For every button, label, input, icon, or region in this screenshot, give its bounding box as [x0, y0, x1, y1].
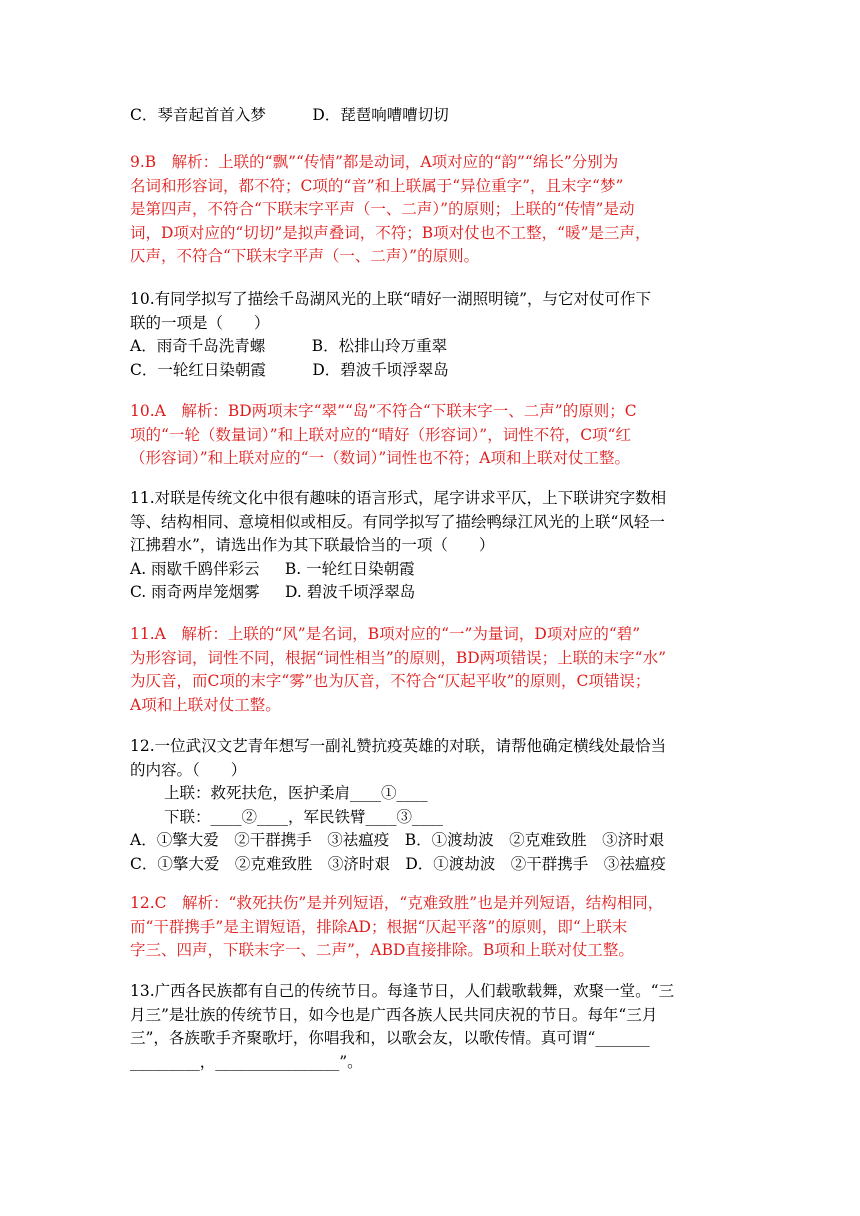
question-line: 月三”是壮族的传统节日，如今也是广西各族人民共同庆祝的节日。每年“三月 [130, 1005, 658, 1024]
answer-line: 12.C 解析：“救死扶伤”是并列短语，“克难致胜”也是并列短语，结构相同， [130, 894, 664, 912]
option-line: C．一轮红日染朝霞 D．碧波千顷浮翠岛 [130, 360, 449, 379]
answer-line: 10.A 解析：BD两项末字“翠”“岛”不符合“下联末字一、二声”的原则；C [130, 402, 637, 420]
answer-line: A项和上联对仗工整。 [130, 695, 281, 714]
couplet-line: 上联：救死扶危，医护柔肩____①____ [164, 784, 428, 802]
option-line: C．琴音起首首入梦 D．琵琶响嘈嘈切切 [130, 106, 449, 124]
question-line: 10.有同学拟写了描绘千岛湖风光的上联“晴好一湖照明镜”，与它对仗可作下 [130, 290, 652, 308]
option-line: C. 雨奇两岸笼烟雾 D. 碧波千顷浮翠岛 [130, 583, 416, 601]
answer-11 [130, 623, 730, 717]
question-line: 等、结构相同、意境相似或相反。有同学拟写了描绘鸭绿江风光的上联“风轻一 [130, 512, 665, 531]
answer-line: 9.B 解析：上联的“飘”“传情”都是动词，A项对应的“韵”“绵长”分别为 [130, 153, 619, 171]
answer-12 [130, 892, 730, 963]
question-line: 13.广西各民族都有自己的传统节日。每逢节日，人们载歌载舞，欢聚一堂。“三 [130, 982, 675, 1000]
question-line: 11.对联是传统文化中很有趣味的语言形式，尾字讲求平仄，上下联讲究字数相 [130, 489, 667, 507]
question-line: 的内容。（ ） [130, 760, 247, 779]
answer-10 [130, 400, 730, 471]
question-13 [130, 980, 730, 1074]
question-line: 联的一项是（ ） [130, 313, 270, 332]
question-line: 12.一位武汉文艺青年想写一副礼赞抗疫英雄的对联，请帮他确定横线处最恰当 [130, 737, 667, 755]
option-line: A．①擎大爱 ②干群携手 ③祛瘟疫 B．①渡劫波 ②克难致胜 ③济时艰 [130, 831, 665, 849]
answer-line: 为形容词，词性不同，根据“词性相当”的原则，BD两项错误；上联的末字“水” [130, 648, 667, 667]
answer-line: （形容词）”和上联对应的“一（数词）”词性也不符；A项和上联对仗工整。 [130, 449, 630, 467]
question-line: 江拂碧水”，请选出作为其下联最恰当的一项（ ） [130, 536, 495, 554]
question-11 [130, 487, 730, 605]
answer-line: 为仄音，而C项的末字“雾”也为仄音，不符合“仄起平收”的原则，C项错误； [130, 672, 651, 690]
question-line: 三”，各族歌手齐聚歌圩，你唱我和，以歌会友，以歌传情。真可谓“_______ [130, 1029, 650, 1047]
answer-9 [130, 151, 730, 269]
option-line: A．雨奇千岛洗青螺 B．松排山玲万重翠 [130, 337, 448, 355]
option-line: A. 雨歇千鸥伴彩云 B. 一轮红日染朝霞 [130, 559, 415, 578]
answer-line: 名词和形容词，都不符；C项的“音”和上联属于“异位重字”，且末字“梦” [130, 176, 624, 195]
q9-options-cd [130, 104, 730, 128]
answer-line: 项的“一轮（数量词）”和上联对应的“晴好（形容词）”，词性不符，C项“红 [130, 425, 631, 444]
question-10 [130, 288, 730, 382]
option-line: C．①擎大爱 ②克难致胜 ③济时艰 D．①渡劫波 ②干群携手 ③祛瘟疫 [130, 854, 666, 873]
answer-line: 而“干群携手”是主谓短语，排除AD；根据“仄起平落”的原则，即“上联末 [130, 917, 628, 936]
question-line: _________，________________”。 [130, 1052, 363, 1071]
answer-line: 是第四声，不符合“下联末字平声（一、二声）”的原则；上联的“传情”是动 [130, 200, 635, 218]
answer-line: 字三、四声，下联末字一、二声”，ABD直接排除。B项和上联对仗工整。 [130, 941, 634, 959]
answer-line: 仄声，不符合“下联末字平声（一、二声）”的原则。 [130, 247, 480, 265]
couplet-line: 下联：____②____，军民铁臂____③____ [164, 807, 444, 826]
answer-line: 词，D项对应的“切切”是拟声叠词，不符；B项对仗也不工整，“暖”是三声， [130, 223, 651, 242]
answer-line: 11.A 解析：上联的“风”是名词，B项对应的“一”为量词，D项对应的“碧” [130, 625, 641, 643]
question-12 [130, 735, 730, 876]
